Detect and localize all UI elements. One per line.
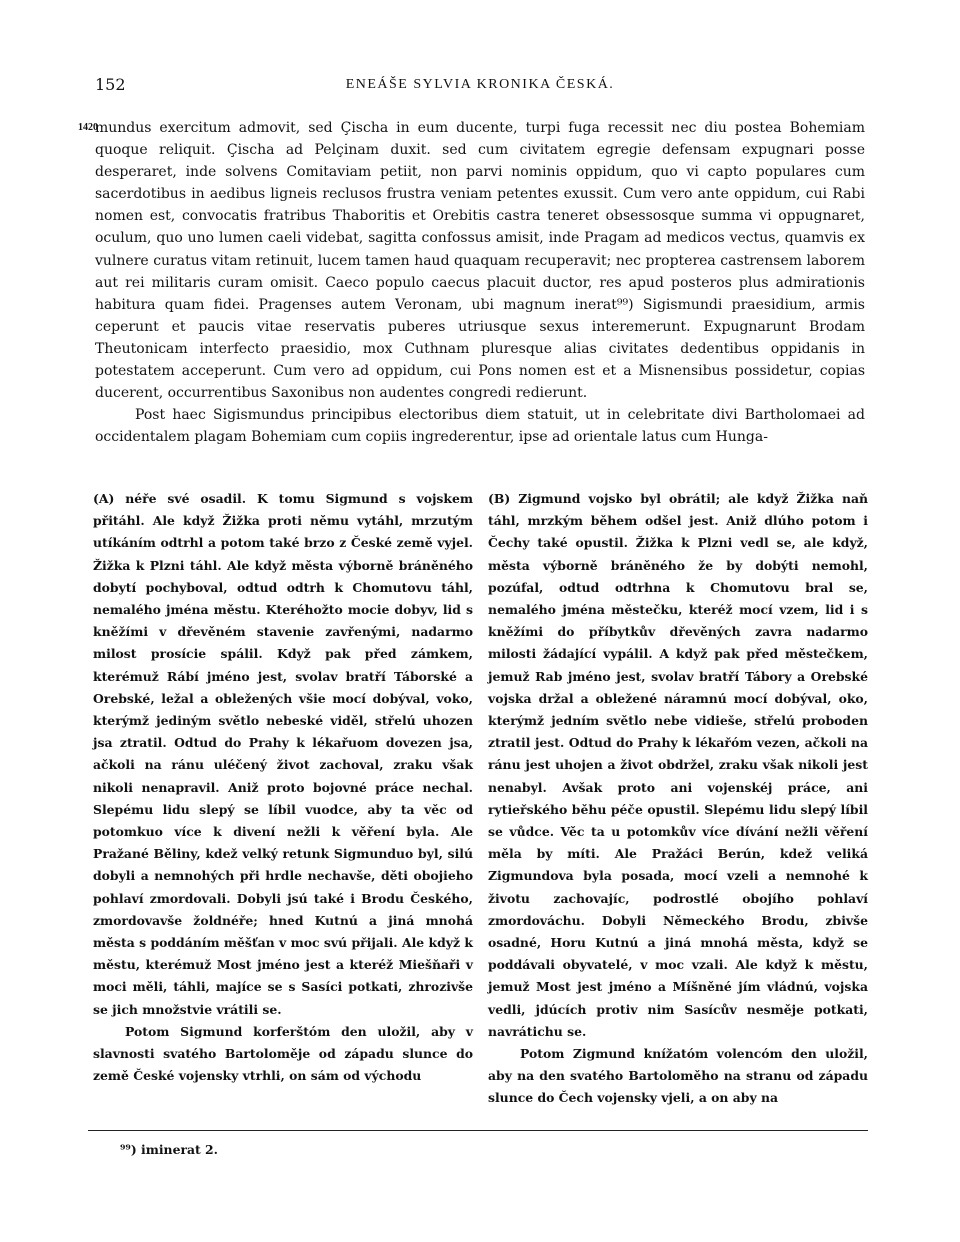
page-number: 152 [95, 75, 126, 94]
column-b-paragraph: (B) Zigmund vojsko byl obrátil; ale když Žižka naň táhl, mrzkým během odšel jest. Aniž dlúho potom i Čechy také opustil. Žižka k Plzni vedl se, ale když, města výborně bráněného že by dobýti nemohl, pozúfal, odtud odtrhna k Chomutovu bral se, nemalého jména městečku, kteréž mocí vzem, lid i s kněžími do příbytkův dřevěných zavra nadarmo milosti žádající vypálil. A když pak před městečkem, jemuž Rab jméno jest, svolav bratří Tábory a Orebské vojska držal a obležené náramnú mocí dobýval, oko, kterýmž jedním světlo nebe vidieše, střelú proboden ztratil jest. Odtud do Prahy k lékařóm vezen, ačkoli na ránu jest uhojen a život obdržel, zraku však nikoli jest nenabyl. Avšak proto ani vojenskéj práce, ani rytieřského běhu péče opustil. Slepému lidu slepý líbil se vůdce. Věc ta u potomkův více dívání nežli věření měla by míti. Ale Pražáci Berún, kdež veliká Zigmundova byla posada, mocí vzeli a nemnohé k životu zachovajíc, podrostlé obojího pohlaví zmordováchu. Dobyli Německého Brodu, zbivše osadné, Horu Kutnú a jiná mnohá města, když se poddávali obyvatelé, v moc vzali. Ale když k městu, jemuž Most jest jméno a Míšněné jím vládnú, vojska vedli, jdúcích protiv nim Sasícův nesměje potkati, navrátichu se. [488, 491, 868, 1039]
footnote: ⁹⁹) iminerat 2. [120, 1142, 218, 1157]
column-a-paragraph: (A) néře své osadil. K tomu Sigmund s vojskem přitáhl. Ale když Žižka proti němu vytáhl, mrzutým utíkáním odtrhl a potom také brzo z České země vyjel. Žižka k Plzni táhl. Ale když města výborně bráněného dobytí pochyboval, odtud odtrh k Chomutovu táhl, nemalého jména městu. Kteréhožto mocie dobyv, lid s kněžími v dřevěném stavenie zavřenými, nadarmo milost prosície spálil. Když pak před zámkem, kterémuž Rábí jméno jest, svolav bratří Táborské a Orebské, ležal a obležených všie mocí dobýval, voko, kterýmž jediným světlo nebeské viděl, střelú uhozen jsa ztratil. Odtud do Prahy k lékařuom dovezen jsa, ačkoli na ránu uléčený život zachoval, zraku však nikoli nenapravil. Aniž proto bojovné práce nechal. Slepému lidu slepý se líbil vuodce, aby ta věc od potomkuo více k divení nežli k věření byla. Ale Pražané Běliny, kdež velký retunk Sigmunduo byl, silú dobyli a nemnohých při hrdle nechavše, děti obojieho pohlaví zmordovali. Dobyli jsú také i Brodu Českého, zmordovavše žoldnéře; hned Kutnú a jiná mnohá města s poddáním měšťan v moc svú přijali. Ale když k městu, kterémuž Most jméno jest a kteréž Miešňaři v moci měli, táhli, majíce se s Sasíci potkati, zhrozivše se jich množstvie vrátili se. [93, 491, 473, 1017]
column-a-paragraph: Potom Sigmund korferštóm den uložil, aby v slavnosti svatého Bartoloměje od západu slunce do země České vojensky vtrhli, on sám od východu [93, 1023, 473, 1084]
czech-column-b [488, 488, 868, 1110]
column-b-paragraph: Potom Zigmund knížatóm volencóm den uložil, aby na den svatého Bartoloměho na stranu od západu slunce do Čech vojensky vjeli, a on aby na [488, 1046, 868, 1106]
footnote-rule [88, 1130, 868, 1131]
latin-paragraph: mundus exercitum admovit, sed Çischa in eum ducente, turpi fuga recessit nec diu postea Bohemiam quoque reliquit. Çischa ad Pelçinam duxit. sed cum civitatem egregie defensam expugnari posse desperaret, inde solvens Comitaviam petiit, non parvi nominis oppidum, quo vi capto populares cum sacerdotibus in aedibus ligneis reclusos frustra veniam petentes exussit. Cum vero ante oppidum, cui Rabi nomen est, convocatis fratribus Thaboritis et Orebitis castra teneret obsessosque summa vi oppugnaret, oculum, quo uno lumen caeli videbat, sagitta confossus amisit, inde Pragam ad medicos vectus, quamvis ex vulnere curatus vitam retinuit, lucem tamen haud quaquam recuperavit; nec propterea castrensem laborem aut rei militaris curam omisit. Caeco populo caecus placuit ductor, res apud posteros plus admirationis habitura quam fidei. Pragenses autem Veronam, ubi magnum inerat⁹⁹) Sigismundi praesidium, armis ceperunt et paucis vitae reservatis puberes utriusque sexus interemerunt. Expugnarunt Brodam Theutonicam interfecto praesidio, mox Cuthnam pluresque alias civitates dedentibus oppidanis in potestatem acceperunt. Cum vero ad oppidum, cui Pons nomen est et a Misnensibus possidetur, copias ducerent, occurrentibus Saxonibus non audentes congredi redierunt. [95, 120, 865, 402]
running-head: ENEÁŠE SYLVIA KRONIKA ČESKÁ. [345, 77, 615, 92]
latin-paragraph: Post haec Sigismundus principibus electoribus diem statuit, ut in celebritate divi Bartholomaei ad occidentalem plagam Bohemiam cum copiis ingrederentur, ipse ad orientale latus cum Hunga- [95, 407, 865, 446]
margin-year: 1420 [78, 122, 98, 133]
czech-column-a [93, 488, 473, 1087]
page-header [95, 75, 865, 99]
latin-text [95, 117, 865, 448]
